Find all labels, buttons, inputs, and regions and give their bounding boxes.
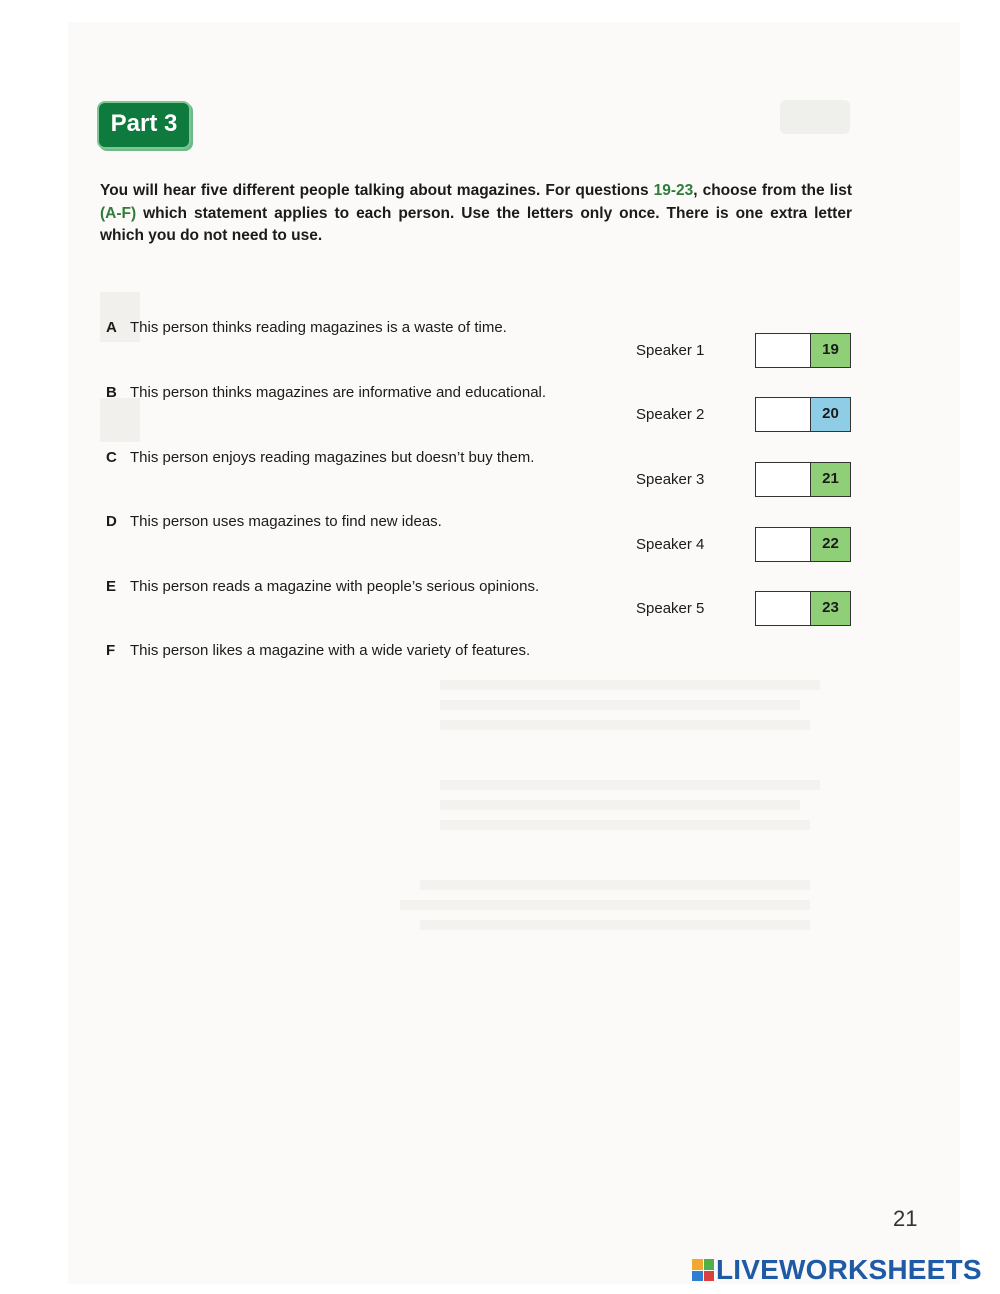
statement-letter: E: [106, 578, 117, 595]
statement-text: This person thinks magazines are informative and educational.: [130, 384, 547, 401]
speaker-1-answer-input[interactable]: [755, 333, 810, 368]
speaker-5-answer-input[interactable]: [755, 591, 810, 626]
question-number-21: 21: [810, 462, 851, 497]
brand-name: LIVEWORKSHEETS: [716, 1254, 982, 1285]
instructions-text-2: , choose from the list: [693, 182, 852, 199]
statement-c: [106, 449, 534, 466]
speaker-1-label: Speaker 1: [636, 342, 705, 359]
statement-letter: B: [106, 384, 117, 401]
statement-text: This person enjoys reading magazines but doesn’t buy them.: [130, 449, 535, 466]
statement-d: [106, 513, 442, 530]
statement-f: [106, 642, 530, 659]
statement-letter: D: [106, 513, 117, 530]
speaker-4-answer-input[interactable]: [755, 527, 810, 562]
speaker-5-label: Speaker 5: [636, 600, 705, 617]
question-number-19: 19: [810, 333, 851, 368]
question-number-22: 22: [810, 527, 851, 562]
instructions-text-1: You will hear five different people talking about magazines. For questions: [100, 182, 654, 199]
statement-b: [106, 384, 546, 401]
speaker-3-answer-input[interactable]: [755, 462, 810, 497]
part-heading: Part 3: [97, 101, 191, 149]
question-range: 19-23: [653, 182, 694, 199]
speaker-4-label: Speaker 4: [636, 536, 705, 553]
liveworksheets-logo-icon: [692, 1259, 714, 1281]
speaker-3-label: Speaker 3: [636, 471, 705, 488]
statement-letter: F: [106, 642, 116, 659]
statement-a: [106, 319, 507, 336]
page-number: 21: [893, 1206, 918, 1231]
instructions-text-3: which statement applies to each person. Use the letters only once. There is one extra letter which you do not need to use.: [100, 204, 852, 244]
statement-text: This person likes a magazine with a wide variety of features.: [130, 642, 531, 659]
speaker-2-answer-input[interactable]: [755, 397, 810, 432]
speaker-2-label: Speaker 2: [636, 406, 705, 423]
statement-text: This person reads a magazine with people’s serious opinions.: [130, 578, 540, 595]
statement-letter: A: [106, 319, 117, 336]
statement-letter: C: [106, 449, 117, 466]
instructions: [100, 180, 852, 248]
question-number-20: 20: [810, 397, 851, 432]
option-letters: (A-F): [100, 204, 137, 222]
statement-text: This person thinks reading magazines is a waste of time.: [130, 319, 507, 336]
brand-logo[interactable]: [692, 1254, 982, 1286]
statement-e: [106, 578, 539, 595]
question-number-23: 23: [810, 591, 851, 626]
statement-text: This person uses magazines to find new ideas.: [130, 513, 442, 530]
